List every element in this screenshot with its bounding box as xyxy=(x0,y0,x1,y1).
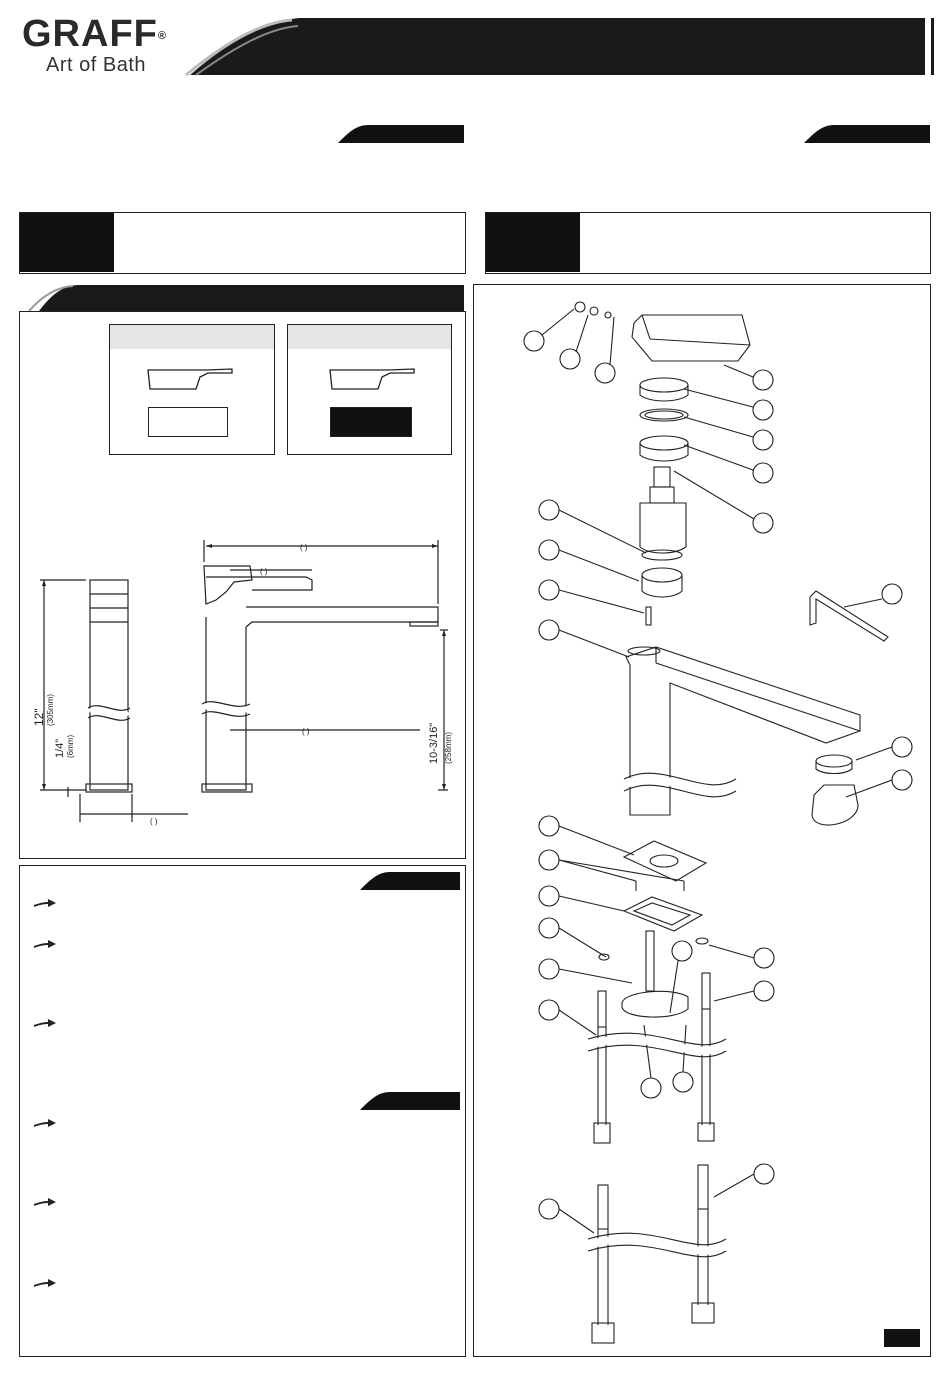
notes-tab-2 xyxy=(360,1092,460,1110)
dim-total-height-mm: (305mm) xyxy=(46,693,55,726)
finish-option-polished xyxy=(109,324,275,455)
brand-logo xyxy=(22,14,167,54)
finish-option-header xyxy=(288,325,451,349)
finish-swatch-dark xyxy=(330,407,412,437)
callout-circles xyxy=(524,331,912,1219)
right-title-block xyxy=(486,213,580,272)
dim-total-height xyxy=(24,642,44,682)
note-arrow-icon xyxy=(34,898,56,908)
left-title-block xyxy=(20,213,114,272)
exploded-parts-panel xyxy=(473,284,931,1357)
left-section-banner xyxy=(19,283,466,311)
dim-total-height-value: 12" xyxy=(32,708,46,726)
finish-swatch-light xyxy=(148,407,228,437)
dim-total-height-label xyxy=(32,708,46,726)
dim-deck-thickness-mm: (6mm) xyxy=(66,734,75,758)
dimensions-panel xyxy=(19,311,466,859)
svg-text:( ): ( ) xyxy=(300,543,308,552)
right-title-box xyxy=(485,212,931,274)
svg-text:( ): ( ) xyxy=(260,567,268,576)
brand-name: GRAFF xyxy=(22,13,158,55)
note-arrow-icon xyxy=(34,1018,56,1028)
dim-spout-height: 10-3/16" xyxy=(428,722,440,764)
svg-text:( ): ( ) xyxy=(302,727,310,736)
section-tab-right xyxy=(804,125,930,143)
note-arrow-icon xyxy=(34,1278,56,1288)
notes-tab-1 xyxy=(360,872,460,890)
handle-outline-icon xyxy=(328,365,418,395)
svg-text:( ): ( ) xyxy=(150,817,158,826)
dim-spout-height-mm: (258mm) xyxy=(444,731,453,764)
exploded-parts-diagram xyxy=(474,285,930,1356)
dim-deck-thickness: 1/4" xyxy=(54,738,66,758)
note-arrow-icon xyxy=(34,1118,56,1128)
notes-panel xyxy=(19,865,466,1357)
note-arrow-icon xyxy=(34,939,56,949)
page-number-tab xyxy=(884,1329,920,1347)
faucet-dimension-drawing xyxy=(20,532,465,832)
brand-tagline: Art of Bath xyxy=(46,54,146,76)
left-title-box xyxy=(19,212,466,274)
section-tab-left xyxy=(338,125,464,143)
registered-mark: ® xyxy=(157,30,167,42)
note-arrow-icon xyxy=(34,1197,56,1207)
finish-option-header xyxy=(110,325,274,349)
finish-option-matte-black xyxy=(287,324,452,455)
handle-outline-icon xyxy=(146,365,236,395)
